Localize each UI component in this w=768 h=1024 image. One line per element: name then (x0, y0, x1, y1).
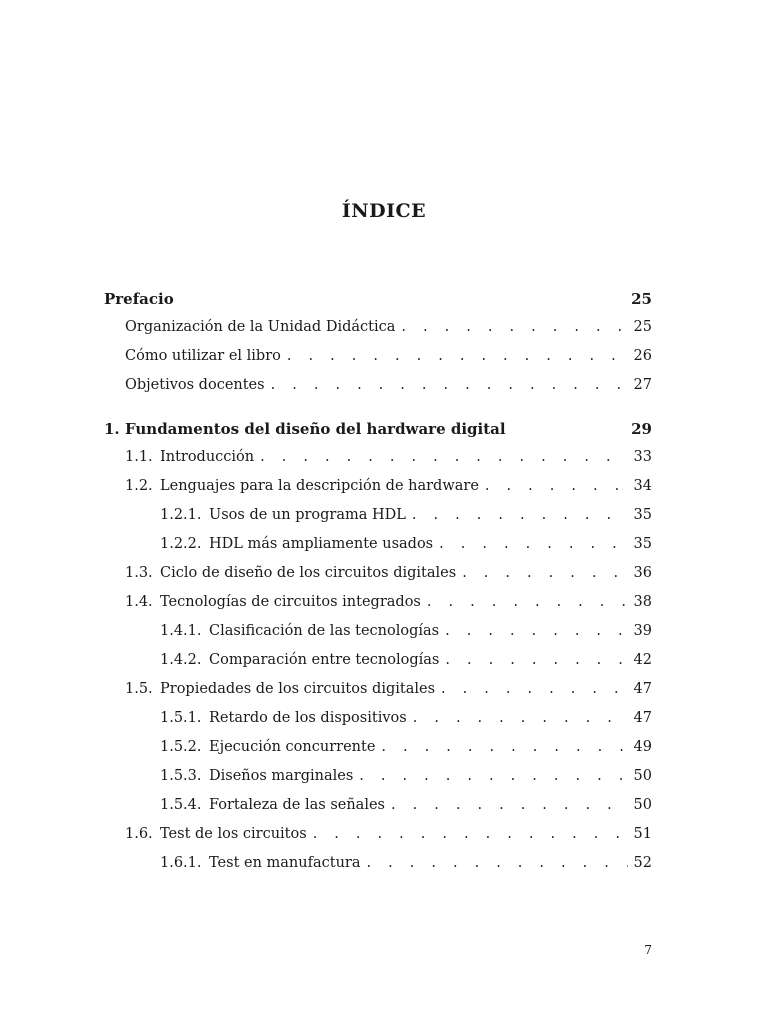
toc-entry-number: 1.5.1. (160, 710, 202, 726)
dot-leader (439, 536, 627, 552)
toc-entry-page: 35 (633, 536, 652, 552)
toc-entry[interactable] (104, 319, 652, 348)
toc-entry-page: 27 (633, 377, 652, 393)
toc-entry-title: Fortaleza de las señales (209, 797, 385, 813)
toc-entry-title: Tecnologías de circuitos integrados (160, 594, 421, 610)
toc-entry[interactable] (104, 478, 652, 507)
dot-leader (359, 768, 627, 784)
toc-entry-title: Fundamentos del diseño del hardware digital (125, 420, 506, 438)
dot-leader (412, 507, 628, 523)
toc-entry-page: 29 (631, 420, 652, 438)
dot-leader (401, 319, 627, 335)
toc-entry-page: 33 (633, 449, 652, 465)
dot-leader (381, 739, 627, 755)
toc-entry-page: 26 (633, 348, 652, 364)
toc-entry-page: 34 (633, 478, 652, 494)
dot-leader (260, 449, 627, 465)
toc-entry-page: 52 (633, 855, 652, 871)
toc-entry-number: 1.3. (125, 565, 153, 581)
toc-entry-number: 1.4.1. (160, 623, 202, 639)
toc-entry[interactable] (104, 565, 652, 594)
toc-entry-number: 1.5.3. (160, 768, 202, 784)
dot-leader (445, 652, 627, 668)
toc-entry-number: 1.5.2. (160, 739, 202, 755)
toc-entry-page: 25 (631, 290, 652, 308)
toc-entry-number: 1.5. (125, 681, 153, 697)
toc-entry-page: 38 (633, 594, 652, 610)
dot-leader (462, 565, 627, 581)
toc-entry-page: 35 (633, 507, 652, 523)
toc-entry-page: 39 (633, 623, 652, 639)
dot-leader (441, 681, 628, 697)
toc-entry-title: Objetivos docentes (125, 377, 265, 393)
toc-entry[interactable] (104, 536, 652, 565)
toc-entry-number: 1.4. (125, 594, 153, 610)
dot-leader (427, 594, 628, 610)
toc-entry[interactable] (104, 739, 652, 768)
dot-leader (271, 377, 628, 393)
toc-entry-page: 47 (633, 710, 652, 726)
toc-entry-page: 50 (633, 797, 652, 813)
page-title: ÍNDICE (341, 200, 427, 222)
toc-entry-title: Clasificación de las tecnologías (209, 623, 440, 639)
toc-entry-number: 1. (104, 420, 120, 438)
toc-entry-title: Lenguajes para la descripción de hardware (160, 478, 479, 494)
toc-entry-title: Propiedades de los circuitos digitales (160, 681, 436, 697)
dot-leader (391, 797, 628, 813)
dot-leader (313, 826, 628, 842)
toc-entry[interactable] (104, 594, 652, 623)
toc-entry[interactable] (104, 768, 652, 797)
toc-entry[interactable] (104, 710, 652, 739)
toc-entry-title: Test de los circuitos (160, 826, 307, 842)
toc-entry-title: Comparación entre tecnologías (209, 652, 440, 668)
dot-leader (485, 478, 628, 494)
toc-entry-title: Cómo utilizar el libro (125, 348, 281, 364)
toc-entry-title: Usos de un programa HDL (209, 507, 406, 523)
toc-entry-number: 1.2.1. (160, 507, 202, 523)
toc-entry-title: Prefacio (104, 290, 174, 308)
toc-entry[interactable] (104, 855, 652, 884)
toc-entry-number: 1.2. (125, 478, 153, 494)
toc-entry-page: 47 (633, 681, 652, 697)
toc-entry-page: 51 (633, 826, 652, 842)
toc-entry-number: 1.6.1. (160, 855, 202, 871)
dot-leader (287, 348, 628, 364)
toc-entry[interactable] (104, 290, 652, 319)
toc-entry[interactable] (104, 681, 652, 710)
toc-entry-title: Ejecución concurrente (209, 739, 376, 755)
toc-entry-page: 50 (633, 768, 652, 784)
dot-leader (413, 710, 628, 726)
toc-entry-title: Ciclo de diseño de los circuitos digitales (160, 565, 457, 581)
toc-entry-title: Retardo de los dispositivos (209, 710, 407, 726)
toc-entry[interactable] (104, 826, 652, 855)
toc-entry[interactable] (104, 652, 652, 681)
table-of-contents (104, 290, 652, 884)
toc-entry-title: HDL más ampliamente usados (209, 536, 434, 552)
toc-entry-title: Introducción (160, 449, 255, 465)
toc-entry-title: Test en manufactura (209, 855, 361, 871)
toc-entry[interactable] (104, 449, 652, 478)
toc-entry-number: 1.5.4. (160, 797, 202, 813)
toc-entry[interactable] (104, 797, 652, 826)
toc-entry-number: 1.2.2. (160, 536, 202, 552)
toc-entry-number: 1.4.2. (160, 652, 202, 668)
toc-entry[interactable] (104, 348, 652, 377)
toc-entry[interactable] (104, 507, 652, 536)
toc-entry-page: 25 (633, 319, 652, 335)
toc-entry-page: 49 (633, 739, 652, 755)
toc-entry[interactable] (104, 420, 652, 449)
toc-entry-page: 36 (633, 565, 652, 581)
toc-entry-page: 42 (633, 652, 652, 668)
toc-entry-title: Organización de la Unidad Didáctica (125, 319, 396, 335)
dot-leader (366, 855, 627, 871)
toc-entry[interactable] (104, 623, 652, 652)
toc-entry[interactable] (104, 377, 652, 406)
toc-entry-number: 1.1. (125, 449, 153, 465)
toc-entry-title: Diseños marginales (209, 768, 354, 784)
toc-entry-number: 1.6. (125, 826, 153, 842)
dot-leader (445, 623, 627, 639)
page-number: 7 (644, 943, 652, 957)
